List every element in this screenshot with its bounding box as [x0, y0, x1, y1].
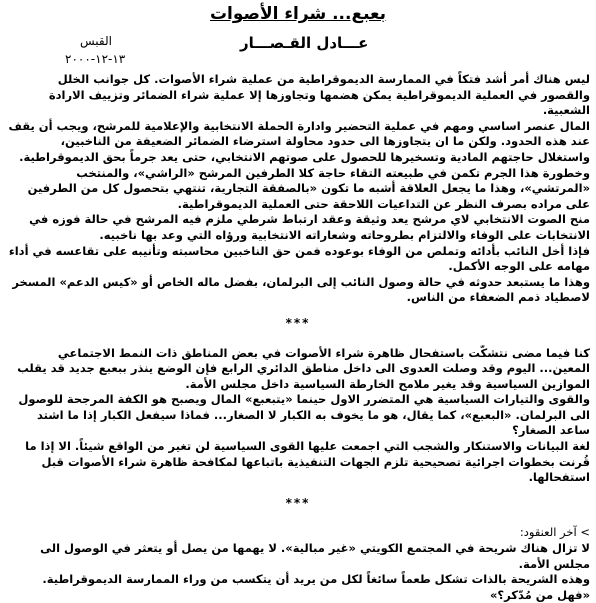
- article-title: بعبع... شراء الأصوات: [209, 4, 387, 24]
- publish-date: ١٣-١٢-٢٠٠٠: [65, 52, 126, 66]
- article-body: [6, 72, 590, 603]
- section-separator: ***: [285, 495, 311, 510]
- afterword-line: وهذه الشريحة بالذات تشكل طعماً سائغاً لكل من يريد أن يتكسب من وراء الممارسة الديموقراطية. «فهل من مُدّكر؟»: [42, 572, 590, 602]
- paragraph: فإذا أخل النائب بأدائه وتملص من الوفاء بوعوده فمن حق الناخبين محاسبته وتأنيبه على تقاعسه في أداء مهامه على الوجه الأكمل.: [8, 243, 590, 274]
- section-separator: ***: [285, 315, 311, 330]
- paragraph: لغة البيانات والاستنكار والشجب التي اجمعت عليها القوى السياسية لن تغير من الواقع شيئاً. الا إذا ما قُرنت بخطوات اجرائية تصحيحية تلزم الجهات التنفيذية باتباعها لمكافحة ظاهرة شراء الأصوات قبل استفحالها.: [25, 439, 590, 485]
- source-name: القبس: [80, 34, 112, 48]
- afterword-line: لا تزال هناك شريحة في المجتمع الكويتي «غير مبالية». لا يهمها من يصل أو يتعثر في الوصول الى مجلس الأمة.: [40, 541, 590, 571]
- paragraph: منح الصوت الانتخابي لاي مرشح يعد وثيقة وعقد ارتباط شرطي ملزم فيه المرشح في حالة فوزه في الانتخابات على الوفاء والالتزام بطروحاته وشعاراته الانتخابية ورؤاه التي وعد بها ناخبيه.: [29, 212, 590, 242]
- afterword-label: > آخر العنقود:: [519, 525, 590, 540]
- author-name: عـــادل القـصـــار: [240, 34, 369, 52]
- paragraph: المال عنصر اساسي ومهم في عملية التحضير وادارة الحملة الانتخابية والإعلامية للمرشح، ويجب أن يقف عند هذه الحدود. ولكن ما ان يتجاوزها الى حدود محاولة استرضاء الضمائر الضعيفة من الناخبين، واستغلال حاجتهم المادية وتسخيرها للحصول على صوتهم الانتخابي، حتى يعد جرماً بحق الديموقراطية.: [8, 118, 590, 164]
- paragraph: والقوى والتيارات السياسية هي المتضرر الاول حينما «يتبعبع» المال ويصبح هو الكفة المرجحة للوصول الى البرلمان. «البعبع»، كما يقال، هو ما يخوف به الكبار لا الصغار... فماذا سيفعل الكبار إذا ما اشتد ساعد الصغار؟: [18, 392, 590, 438]
- paragraph: وهذا ما يستبعد حدوثه في حالة وصول النائب إلى البرلمان، بفضل ماله الخاص أو «كيس الدعم» المسخر لاصطياد ذمم الضعفاء من الناس.: [12, 274, 590, 305]
- paragraph: ليس هناك أمر أشد فتكاً في الممارسة الديموقراطية من عملية شراء الأصوات. كل جوانب الخلل والقصور في العملية الديموقراطية يمكن هضمها وتجاوزها إلا عملية شراء الضمائر وتزييف الارادة الشعبية.: [48, 72, 590, 118]
- paragraph: وخطورة هذا الجرم تكمن في طبيعته التقاء حاجة كلا الطرفين المرشح «الراشي»، والمنتخب «المرتشي»، وهذا ما يجعل العلاقة أشبه ما تكون «بالصفقة التجارية، تنتهي بتحصول كل من الطرفين على مراده بصرف النظر عن التداعيات اللاحقة حتى العملية الديموقراطية.: [27, 165, 590, 211]
- paragraph: كنا فيما مضى نتشكّت باستفحال ظاهرة شراء الأصوات في بعض المناطق ذات النمط الاجتماعي المعين... اليوم وقد وصلت العدوى الى داخل مناطق الدائري الرابع فإن الوضع ينذر ببعبع جديد قد يقلب الموازين السياسية وقد يغير ملامح الخارطة السياسية داخل مجلس الأمة.: [17, 345, 590, 391]
